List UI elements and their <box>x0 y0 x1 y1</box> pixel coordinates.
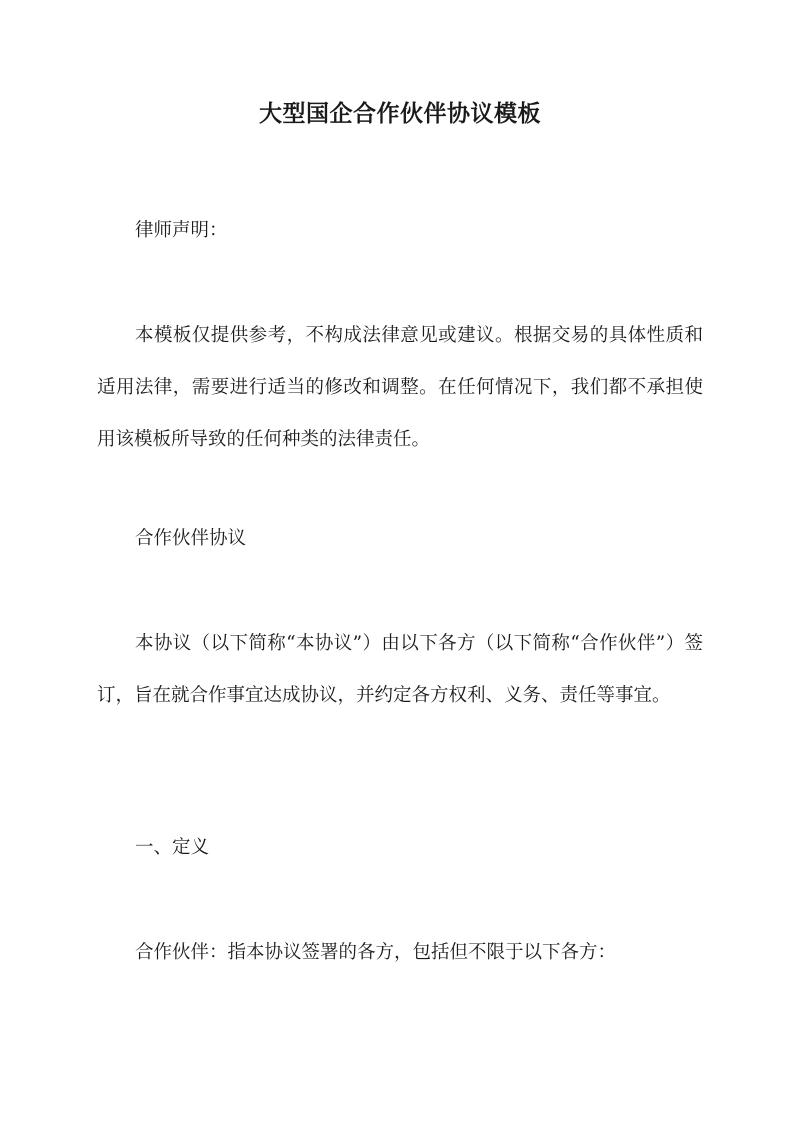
document-title: 大型国企合作伙伴协议模板 <box>259 100 541 127</box>
section-1-heading: 一、定义 <box>135 837 210 858</box>
lawyer-statement-label: 律师声明： <box>135 220 228 241</box>
partner-definition-paragraph: 合作伙伴：指本协议签署的各方，包括但不限于以下各方： <box>135 942 617 963</box>
disclaimer-paragraph: 本模板仅提供参考，不构成法律意见或建议。根据交易的具体性质和适用法律，需要进行适当的修改和调整。在任何情况下，我们都不承担使用该模板所导致的任何种类的法律责任。 <box>97 325 703 450</box>
intro-paragraph: 本协议（以下简称“本协议”）由以下各方（以下简称“合作伙伴”）签订，旨在就合作事宜达成协议，并约定各方权利、义务、责任等事宜。 <box>97 633 703 706</box>
agreement-heading: 合作伙伴协议 <box>135 528 247 549</box>
